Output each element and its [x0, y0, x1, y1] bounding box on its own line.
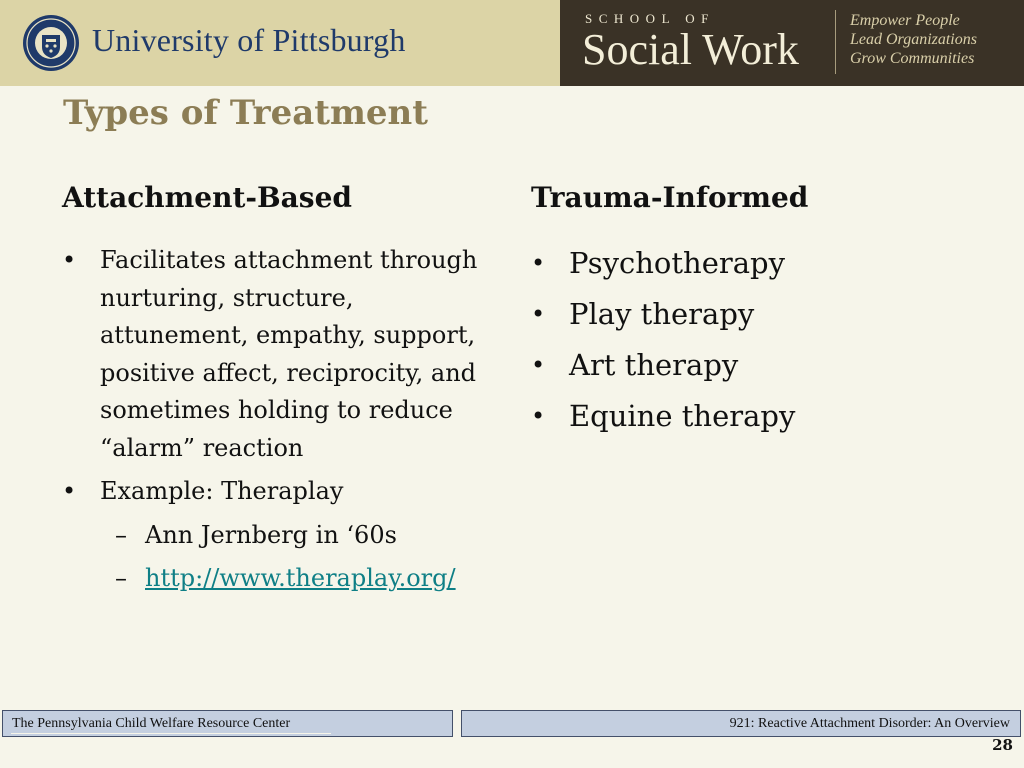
dash-icon: – — [115, 520, 127, 549]
footer-left-box — [2, 710, 453, 737]
list-item — [62, 242, 502, 467]
right-bullet-list — [531, 243, 991, 447]
list-item — [531, 294, 991, 334]
bullet-text: Psychotherapy — [569, 246, 785, 280]
university-name: University of Pittsburgh — [92, 22, 406, 58]
list-item — [531, 345, 991, 385]
header-banner — [0, 0, 1024, 86]
bullet-icon: • — [62, 477, 77, 505]
bullet-text: Example: Theraplay — [100, 477, 344, 505]
bullet-text: Equine therapy — [569, 399, 796, 433]
bullet-text: Facilitates attachment through nurturing, structure, attunement, empathy, support, positive affect, reciprocity, and sometimes holding to reduce “alarm” reaction — [100, 246, 478, 462]
pitt-panel — [0, 0, 560, 86]
sub-bullet-text: Ann Jernberg in ‘60s — [145, 520, 397, 549]
slide-title: Types of Treatment — [63, 93, 428, 133]
right-column-heading: Trauma-Informed — [531, 181, 809, 214]
bullet-icon: • — [531, 351, 546, 379]
sub-list-item — [62, 517, 502, 555]
header-divider — [835, 10, 836, 74]
theraplay-link[interactable]: http://www.theraplay.org/ — [145, 564, 456, 592]
dash-icon: – — [115, 564, 127, 592]
footer-underline — [11, 733, 331, 734]
bullet-icon: • — [531, 300, 546, 328]
list-item — [62, 473, 502, 511]
school-of-label: SCHOOL OF — [585, 11, 715, 26]
footer-right-box — [461, 710, 1021, 737]
sub-list-item — [62, 560, 502, 598]
list-item — [531, 396, 991, 436]
bullet-icon: • — [62, 246, 77, 274]
bullet-icon: • — [531, 402, 546, 430]
tagline-grow: Grow Communities — [850, 50, 975, 67]
bullet-text: Art therapy — [569, 348, 739, 382]
tagline-lead: Lead Organizations — [850, 31, 977, 48]
left-bullet-list — [62, 242, 502, 604]
tagline-empower: Empower People — [850, 12, 960, 29]
social-work-label: Social Work — [582, 25, 799, 74]
left-column-heading: Attachment-Based — [62, 181, 352, 214]
footer-right-text: 921: Reactive Attachment Disorder: An Overview — [729, 716, 1010, 731]
page-number: 28 — [992, 736, 1013, 754]
university-seal-icon — [22, 14, 80, 72]
footer-left-text: The Pennsylvania Child Welfare Resource Center — [12, 716, 291, 731]
bullet-text: Play therapy — [569, 297, 755, 331]
list-item — [531, 243, 991, 283]
bullet-icon: • — [531, 249, 546, 277]
